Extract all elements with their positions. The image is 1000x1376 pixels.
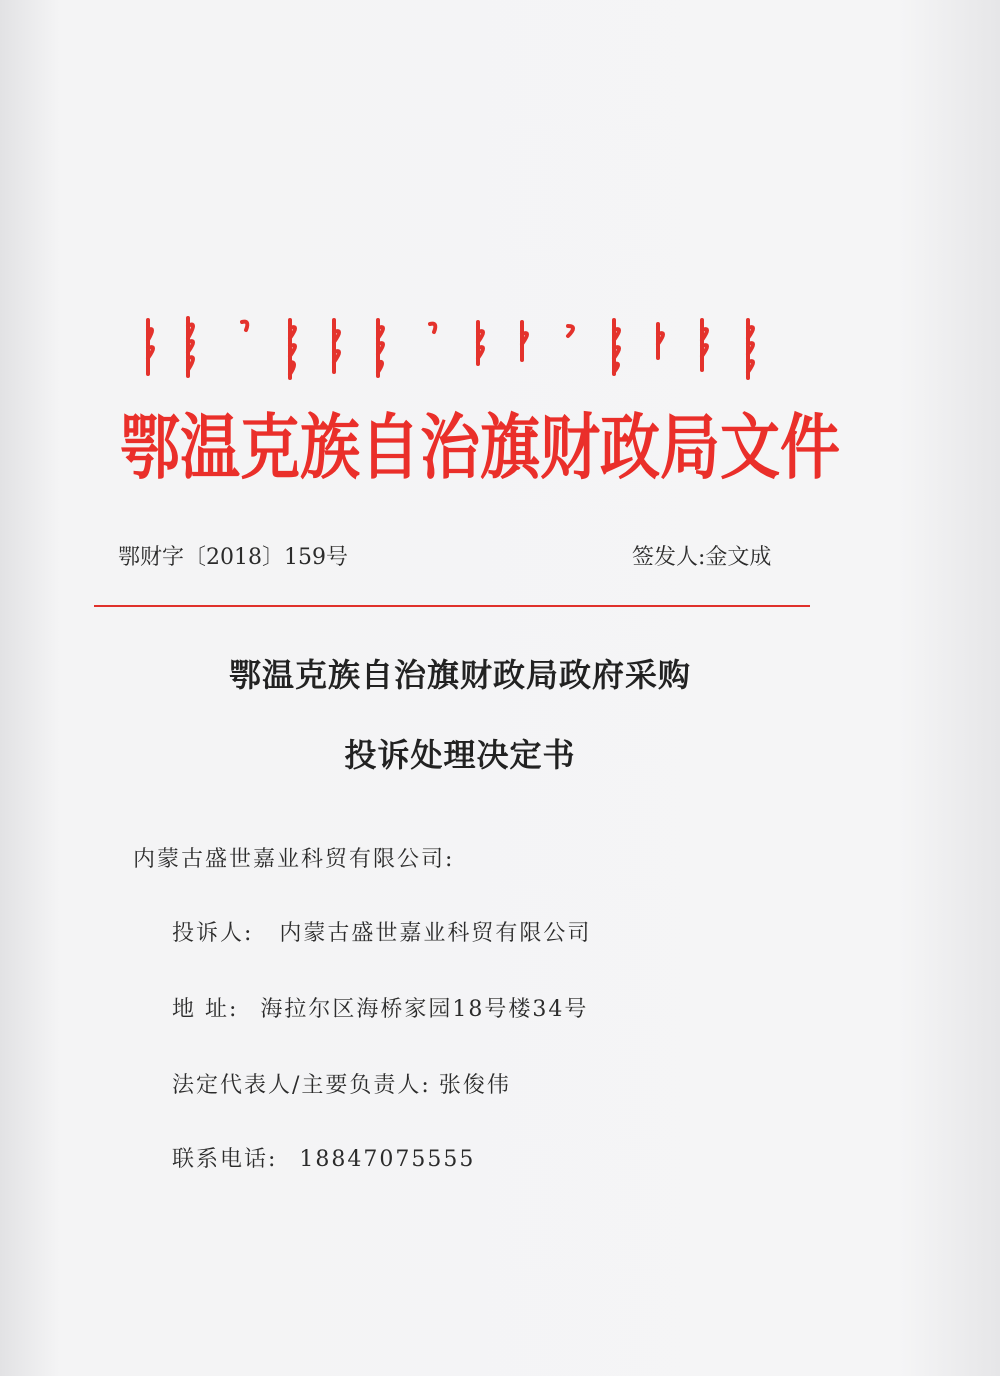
- mongolian-script-header: [138, 312, 768, 382]
- phone-row: [172, 1142, 475, 1173]
- document-header-title: 鄂温克族自治旗财政局文件: [120, 407, 840, 490]
- address-label: 地 址:: [172, 997, 239, 1022]
- decision-title-line-1: 鄂温克族自治旗财政局政府采购: [228, 656, 691, 694]
- mongolian-script-graphic: [138, 312, 768, 382]
- complainant-value: 内蒙古盛世嘉业科贸有限公司: [279, 921, 592, 946]
- issuer-name: 金文成: [705, 545, 772, 570]
- phone-value: 18847075555: [299, 1147, 476, 1172]
- decision-title-line-2: 投诉处理决定书: [344, 736, 576, 774]
- legal-representative-row: [172, 1068, 511, 1099]
- header-red-rule: [94, 605, 810, 607]
- issuer: [632, 540, 771, 571]
- issuer-label: 签发人:: [632, 545, 706, 570]
- addressee: 内蒙古盛世嘉业科贸有限公司:: [133, 847, 455, 872]
- phone-label: 联系电话:: [172, 1147, 278, 1172]
- legal-representative-value: 张俊伟: [438, 1073, 511, 1098]
- legal-representative-label: 法定代表人/主要负责人:: [172, 1073, 431, 1098]
- complainant-label: 投诉人:: [172, 921, 254, 946]
- address-value: 海拉尔区海桥家园18号楼34号: [260, 997, 589, 1022]
- complainant-row: [172, 916, 591, 947]
- address-row: [172, 992, 588, 1023]
- document-number: 鄂财字〔2018〕159号: [118, 545, 348, 570]
